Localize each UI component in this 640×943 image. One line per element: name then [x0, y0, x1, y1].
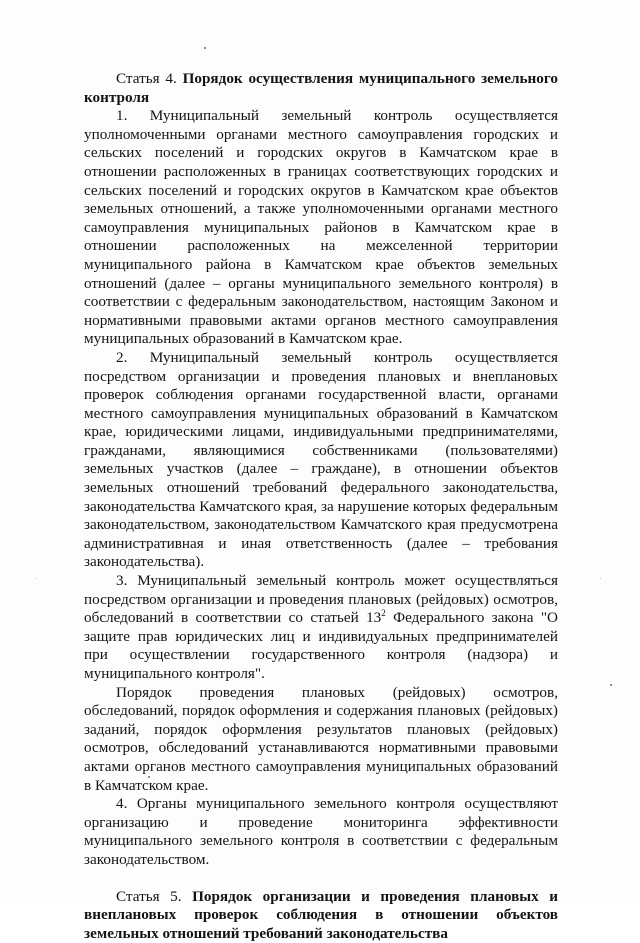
document-body	[84, 70, 558, 943]
article-4-paragraph-5: 4. Органы муниципального земельного контроля осуществляют организацию и проведение мониторинга эффективности муниципального земельного контроля в соответствии с федеральным законодательством.	[84, 795, 558, 868]
article-4-paragraph-1: 1. Муниципальный земельный контроль осуществляется уполномоченными органами местного самоуправления городских и сельских поселений и городских округов в Камчатском крае в отношении расположенных в границах соответствующих городских и сельских поселений и городских округов в Камчатском крае объектов земельных отношений, а также уполномоченными органами местного самоуправления муниципальных районов в Камчатском крае в отношении расположенных на межселенной территории муниципального района в Камчатском крае объектов земельных отношений (далее – органы муниципального земельного контроля) в соответствии с федеральным законодательством, настоящим Законом и нормативными правовыми актами органов местного самоуправления муниципальных образований в Камчатском крае.	[84, 107, 558, 348]
scan-speck	[36, 578, 37, 579]
article-4-heading	[84, 70, 558, 107]
article-4-label: Статья 4.	[116, 70, 183, 87]
scan-speck	[204, 47, 206, 49]
article-4-paragraph-2: 2. Муниципальный земельный контроль осуществляется посредством организации и проведения плановых и внеплановых проверок соблюдения органами государственной власти, органами местного самоуправления муниципальных образований в Камчатском крае, юридическими лицами, индивидуальными предпринимателями, гражданами, являющимися собственниками (пользователями) земельных участков (далее – граждане), в отношении объектов земельных отношений требований федерального законодательства, законодательства Камчатского края, за нарушение которых федеральным законодательством, законодательством Камчатского края предусмотрена административная и иная ответственность (далее – требования законодательства).	[84, 348, 558, 571]
article-5-heading	[84, 888, 558, 943]
article-4-title: Порядок осуществления муниципального земельного контроля	[84, 70, 558, 106]
scan-speck	[600, 578, 601, 579]
article-4-paragraph-3-superscript: 2	[381, 608, 386, 619]
section-spacer	[84, 870, 558, 888]
article-4-paragraph-3-text-b: Федерального закона "О защите прав юридических лиц и индивидуальных предпринимателей при осуществлении государственного контроля (надзора) и муниципального контроля".	[84, 609, 559, 682]
article-5-title: Порядок организации и проведения плановых и внеплановых проверок соблюдения в отношении объектов земельных отношений требований законодательства	[84, 887, 558, 942]
article-4-paragraph-3-text-a: 3. Муниципальный земельный контроль может осуществляться посредством организации и проведения плановых (рейдовых) осмотров, обследований в соответствии со статьей 13	[84, 572, 558, 627]
article-4-paragraph-4: Порядок проведения плановых (рейдовых) осмотров, обследований, порядок оформления и содержания плановых (рейдовых) заданий, порядок оформления результатов плановых (рейдовых) осмотров, обследований устанавливаются нормативными правовыми актами органов местного самоуправления муниципальных образований в Камчатском крае.	[84, 683, 558, 794]
scan-speck	[610, 684, 612, 686]
article-4-paragraph-3	[84, 572, 558, 684]
article-5-label: Статья 5.	[116, 887, 193, 905]
